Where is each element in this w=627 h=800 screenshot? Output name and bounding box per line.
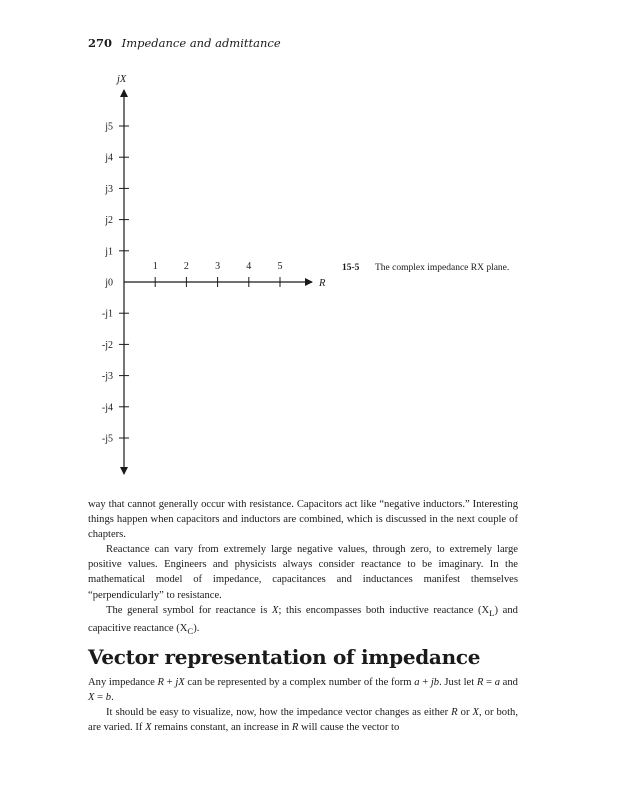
body-text-upper (88, 497, 518, 639)
symbol: X (88, 692, 95, 704)
r-tick-label: 5 (277, 261, 283, 272)
subscript: L (489, 607, 495, 618)
symbol: R (451, 707, 458, 719)
jx-tick-label: j3 (105, 183, 113, 195)
r-tick-label: 3 (215, 261, 221, 272)
figure-number: 15-5 (342, 263, 360, 273)
symbol: R (157, 677, 164, 688)
text-run: and (500, 677, 518, 688)
section-heading: Vector representation of impedance (88, 645, 481, 669)
figure-caption-text: The complex impedance RX plane. (375, 263, 510, 273)
jx-tick-label: -j5 (101, 433, 113, 445)
r-tick-label: 4 (246, 261, 252, 272)
jx-tick-label: -j3 (101, 371, 113, 383)
symbol: a (414, 677, 420, 688)
r-axis-ticks (153, 261, 283, 287)
text-run: + (163, 677, 176, 688)
r-axis-label: R (319, 278, 326, 289)
jx-tick-label: j1 (105, 246, 113, 258)
page-number: 270 (88, 36, 113, 50)
text-run: = (94, 692, 106, 704)
symbol: a (494, 677, 500, 688)
text-run: ). (193, 622, 200, 634)
symbol: X (145, 722, 152, 734)
jx-tick-label: j2 (105, 215, 113, 227)
text-run: ) and capacitive reactance (X (88, 604, 518, 634)
r-tick-label: 2 (183, 261, 189, 272)
paragraph (88, 675, 518, 705)
text-run: ; this encompasses both inductive reactance (X (278, 604, 490, 616)
symbol: jb (430, 677, 440, 688)
paragraph (88, 705, 518, 735)
symbol: R (291, 722, 299, 734)
r-tick-label: 1 (152, 261, 158, 272)
jx-tick-label: j0 (105, 277, 113, 289)
jx-tick-label: j5 (105, 121, 113, 133)
text-run: will cause the vector to (298, 722, 400, 734)
symbol: X (271, 604, 279, 616)
text-run: remains constant, an increase in (151, 722, 292, 734)
jx-axis-ticks (102, 122, 129, 445)
jx-axis-label: jX (117, 74, 127, 85)
jx-tick-label: -j4 (101, 402, 113, 414)
text-run: . (111, 692, 114, 704)
symbol: X (472, 707, 479, 719)
chapter-title: Impedance and admittance (121, 36, 281, 50)
text-run: or (457, 707, 473, 719)
text-run: = (483, 677, 495, 688)
text-run: Any impedance (88, 677, 158, 688)
symbol: R (476, 677, 484, 688)
paragraph: way that cannot generally occur with resistance. Capacitors act like “negative inductors.” Interesting things happen when capacitors and inductors are combined, which is discussed in the next couple of chapters. (88, 499, 518, 541)
paragraph (88, 603, 518, 639)
text-run: + (419, 677, 431, 688)
symbol: b (105, 692, 112, 704)
jx-tick-label: j4 (105, 152, 113, 164)
text-run: , or both, are varied. If (88, 707, 518, 734)
paragraph: Reactance can vary from extremely large negative values, through zero, to extremely large positive values. Engineers and physicists always consider reactance to be imaginary. In the mathematical model of impedance, capacitances and inductances manifest themselves “perpendicularly” to resistance. (88, 544, 518, 601)
jx-tick-label: -j2 (101, 339, 113, 351)
body-text-lower (88, 675, 518, 735)
text-run: . Just let (439, 677, 477, 688)
text-run: can be represented by a complex number of the form (184, 677, 415, 688)
text-run: It should be easy to visualize, now, how the impedance vector changes as either (106, 707, 452, 719)
subscript: C (187, 625, 194, 636)
symbol: jX (175, 677, 185, 688)
text-run: The general symbol for reactance is (106, 604, 272, 616)
jx-tick-label: -j1 (101, 308, 113, 320)
